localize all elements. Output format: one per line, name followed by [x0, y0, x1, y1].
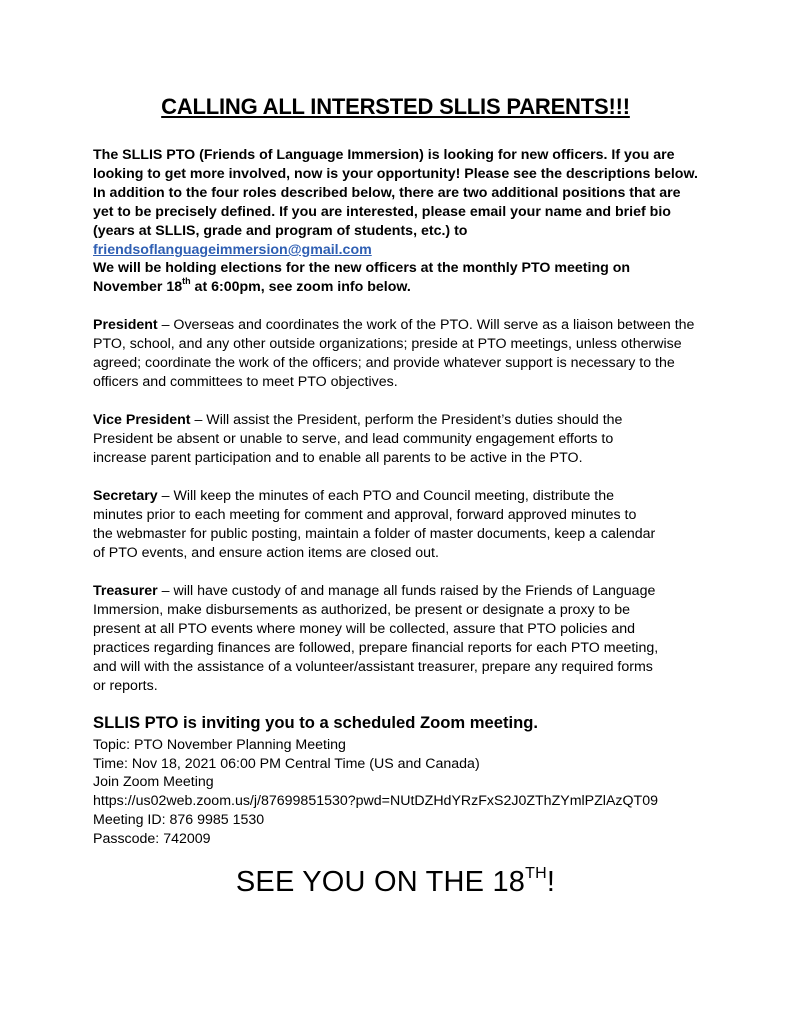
page-title: CALLING ALL INTERSTED SLLIS PARENTS!!!: [161, 94, 630, 119]
zoom-heading: SLLIS PTO is inviting you to a scheduled Zoom meeting.: [93, 713, 539, 732]
closing-ordinal-sup: TH: [525, 865, 547, 883]
closing-line: [0, 866, 791, 899]
email-link[interactable]: friendsoflanguageimmersion@gmail.com: [93, 242, 372, 258]
role-name: Treasurer: [93, 583, 158, 599]
zoom-meeting-id: Meeting ID: 876 9985 1530: [93, 811, 265, 828]
role-name: Secretary: [93, 488, 158, 504]
intro-paragraph: [93, 146, 703, 260]
role-treasurer: [93, 582, 663, 696]
elections-paragraph: [93, 259, 703, 297]
zoom-passcode: Passcode: 742009: [93, 830, 211, 847]
role-vice-president: [93, 411, 633, 468]
zoom-time: Time: Nov 18, 2021 06:00 PM Central Time (US and Canada): [93, 755, 480, 772]
zoom-join-label: Join Zoom Meeting: [93, 774, 214, 791]
elections-ordinal-sup: th: [182, 276, 191, 287]
closing-exclamation: !: [546, 866, 556, 898]
closing-text: SEE YOU ON THE 18: [235, 866, 526, 898]
role-description: – Will keep the minutes of each PTO and Council meeting, distribute the minutes prior to each meeting for comment and approval, forward approved minutes to the webmaster for public posting, maintain a folder of master documents, keep a calendar of PTO events, and ensure action items are closed out.: [93, 488, 656, 561]
zoom-url[interactable]: https://us02web.zoom.us/j/87699851530?pwd=NUtDZHdYRzFxS2J0ZThZYmlPZlAzQT09: [93, 793, 658, 810]
role-description: – Overseas and coordinates the work of the PTO. Will serve as a liaison between the PTO, school, and any other outside organizations; preside at PTO meetings, unless otherwise agreed; coordinate the work of the officers; and provide whatever support is necessary to the officers and committees to meet PTO objectives.: [93, 317, 695, 390]
role-description: – will have custody of and manage all funds raised by the Friends of Language Immersion, make disbursements as authorized, be present or designate a proxy to be present at all PTO events where money will be collected, assure that PTO policies and practices regarding finances are followed, prepare financial reports for each PTO meeting, and will with the assistance of a volunteer/assistant treasurer, prepare any required forms or reports.: [93, 583, 659, 694]
role-secretary: [93, 487, 658, 563]
elections-text: We will be holding elections for the new officers at the monthly PTO meeting on November 18: [93, 260, 631, 295]
intro-text: The SLLIS PTO (Friends of Language Immersion) is looking for new officers. If you are looking to get more involved, now is your opportunity! Please see the descriptions below. In addition to the four roles described below, there are two additional positions that are yet to be precisely defined. If you are interested, please email your name and brief bio (years at SLLIS, grade and program of students, etc.) to: [93, 147, 698, 239]
role-name: President: [93, 317, 158, 333]
zoom-details: [93, 736, 658, 848]
role-description: – Will assist the President, perform the President’s duties should the President be absent or unable to serve, and lead community engagement efforts to increase parent participation and to enable all parents to be active in the PTO.: [93, 412, 623, 466]
elections-text-after: at 6:00pm, see zoom info below.: [190, 279, 411, 295]
zoom-topic: Topic: PTO November Planning Meeting: [93, 737, 346, 753]
role-president: [93, 316, 703, 392]
role-name: Vice President: [93, 412, 191, 428]
